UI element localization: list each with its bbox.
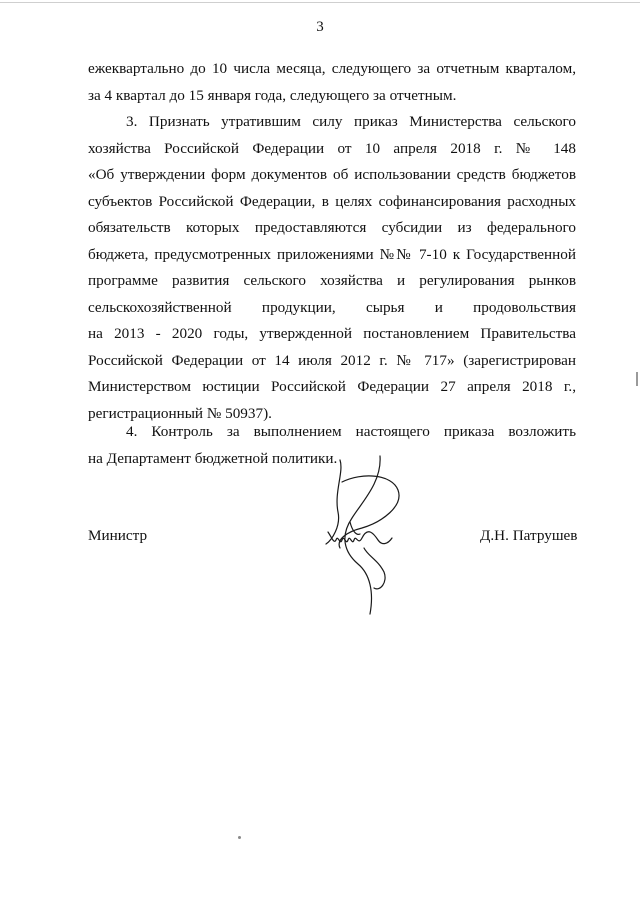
- paragraph-line: «Об утверждении форм документов об использовании средств бюджетов: [88, 166, 576, 183]
- signatory-name: Д.Н. Патрушев: [480, 527, 578, 544]
- paragraph-line: хозяйства Российской Федерации от 10 апреля 2018 г. № 148: [88, 139, 576, 157]
- paragraph-line: субъектов Российской Федерации, в целях софинансирования расходных: [88, 192, 576, 210]
- page-number: 3: [316, 19, 324, 35]
- paragraph-reporting-deadlines: [88, 56, 576, 109]
- paragraph-item-3: [88, 109, 576, 427]
- paragraph-line: 3. Признать утратившим силу приказ Министерства сельского: [126, 113, 576, 130]
- paragraph-line: ежеквартально до 10 числа месяца, следующего за отчетным кварталом,: [88, 60, 576, 77]
- paragraph-line: обязательств которых предоставляются субсидии из федерального: [88, 219, 576, 236]
- paragraph-line: за 4 квартал до 15 января года, следующего за отчетным.: [88, 86, 457, 104]
- scan-edge-mark: [636, 372, 638, 386]
- paragraph-line: программе развития сельского хозяйства и регулирования рынков: [88, 272, 576, 289]
- paragraph-line: Министерством юстиции Российской Федерации 27 апреля 2018 г.,: [88, 378, 576, 395]
- paragraph-line: бюджета, предусмотренных приложениями №№ 7-10 к Государственной: [88, 245, 576, 263]
- paragraph-line: регистрационный № 50937).: [88, 404, 272, 422]
- scan-speck: [238, 836, 241, 839]
- paragraph-line: 4. Контроль за выполнением настоящего приказа возложить: [126, 423, 576, 440]
- paragraph-line: сельскохозяйственной продукции, сырья и продовольствия: [88, 298, 576, 316]
- paragraph-line: на 2013 - 2020 годы, утвержденной постановлением Правительства: [88, 325, 576, 342]
- paragraph-line: Российской Федерации от 14 июля 2012 г. № 717» (зарегистрирован: [88, 351, 576, 369]
- top-edge-line: [0, 2, 640, 3]
- paragraph-line: на Департамент бюджетной политики.: [88, 449, 338, 467]
- signatory-position: Министр: [88, 527, 148, 544]
- handwritten-signature: [322, 452, 402, 617]
